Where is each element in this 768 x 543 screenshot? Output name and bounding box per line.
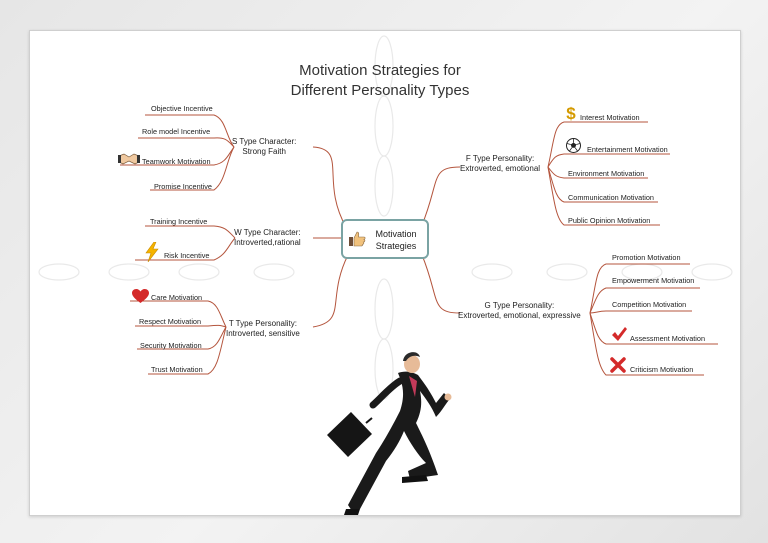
item-public-opinion-motivation[interactable]: Public Opinion Motivation <box>568 216 651 225</box>
connector-g-type <box>422 255 460 313</box>
svg-text:$: $ <box>566 104 576 122</box>
item-respect-motivation[interactable]: Respect Motivation <box>139 317 202 326</box>
branch-g-type-line-2: Extroverted, emotional, expressive <box>458 311 581 320</box>
thumbs-up-icon <box>348 231 366 247</box>
handshake-icon <box>118 152 140 166</box>
connector-s-type <box>313 147 346 227</box>
item-assessment-motivation[interactable]: Assessment Motivation <box>630 334 706 343</box>
branch-w-type[interactable] <box>234 228 301 248</box>
item-entertainment-motivation[interactable]: Entertainment Motivation <box>587 145 668 154</box>
mind-map-canvas <box>29 30 741 516</box>
connector-competition <box>590 311 692 313</box>
branch-s-type[interactable] <box>232 137 296 157</box>
center-node-line-2: Strategies <box>375 241 417 251</box>
item-teamwork-motivation[interactable]: Teamwork Motivation <box>142 157 211 166</box>
diagram-title-line-2: Different Personality Types <box>290 82 470 99</box>
item-criticism-motivation[interactable]: Criticism Motivation <box>630 365 694 374</box>
item-empowerment-motivation[interactable]: Empowerment Motivation <box>612 276 695 285</box>
diagram-title-line-1: Motivation Strategies for <box>299 62 461 79</box>
item-promotion-motivation[interactable]: Promotion Motivation <box>612 253 681 262</box>
item-interest-motivation[interactable]: Interest Motivation <box>580 113 640 122</box>
mind-map-connectors <box>30 31 740 515</box>
item-environment-motivation[interactable]: Environment Motivation <box>568 169 645 178</box>
branch-w-type-line-1: W Type Character: <box>234 228 301 237</box>
branch-s-type-line-2: Strong Faith <box>242 147 286 156</box>
item-risk-incentive[interactable]: Risk Incentive <box>164 251 210 260</box>
branch-f-type-line-2: Extroverted, emotional <box>460 164 541 173</box>
branch-t-type-line-1: T Type Personality: <box>228 319 297 328</box>
heart-icon <box>132 289 149 304</box>
branch-w-type-line-2: Introverted,rational <box>234 238 301 247</box>
running-businessman-icon <box>327 352 452 515</box>
branch-g-type-line-1: G Type Personality: <box>484 301 555 310</box>
connector-training <box>145 226 235 238</box>
center-node-line-1: Motivation <box>375 229 417 239</box>
center-node[interactable] <box>341 219 429 259</box>
item-objective-incentive[interactable]: Objective Incentive <box>151 104 213 113</box>
item-competition-motivation[interactable]: Competition Motivation <box>612 300 687 309</box>
cross-icon <box>610 357 626 373</box>
lightning-icon <box>144 242 160 262</box>
branch-f-type[interactable] <box>460 154 540 174</box>
connector-t-type <box>313 255 348 327</box>
branch-s-type-line-1: S Type Character: <box>232 137 297 146</box>
branch-g-type[interactable] <box>458 301 581 321</box>
soccer-ball-icon <box>566 138 581 153</box>
connector-entertainment <box>548 154 670 167</box>
item-security-motivation[interactable]: Security Motivation <box>140 341 202 350</box>
item-training-incentive[interactable]: Training Incentive <box>150 217 208 226</box>
item-role-model-incentive[interactable]: Role model Incentive <box>142 127 211 136</box>
item-care-motivation[interactable]: Care Motivation <box>151 293 203 302</box>
branch-f-type-line-1: F Type Personality: <box>465 154 535 163</box>
connector-f-type <box>422 167 460 225</box>
branch-t-type[interactable] <box>226 319 300 339</box>
checkmark-icon <box>611 326 627 342</box>
item-trust-motivation[interactable]: Trust Motivation <box>151 365 203 374</box>
connector-role-model <box>138 138 234 147</box>
dollar-icon <box>565 104 577 122</box>
branch-t-type-line-2: Introverted, sensitive <box>226 329 300 338</box>
item-communication-motivation[interactable]: Communication Motivation <box>568 193 654 202</box>
item-promise-incentive[interactable]: Promise Incentive <box>154 182 212 191</box>
